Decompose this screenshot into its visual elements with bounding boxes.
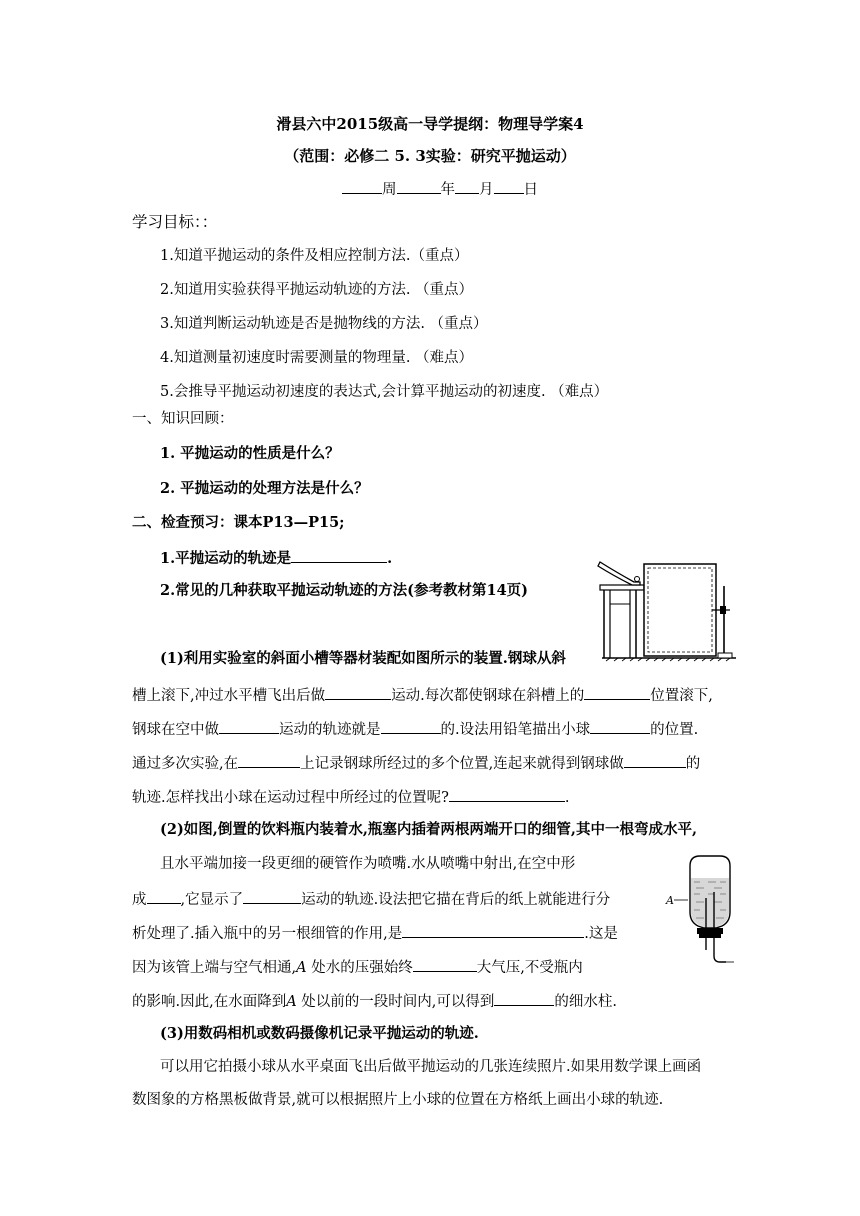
preview-heading: 二、检查预习：课本P13—P15; (132, 514, 345, 531)
method-2-line-1: (2)如图,倒置的饮料瓶内装着水,瓶塞内插着两根两端开口的细管,其中一根弯成水平, (160, 821, 697, 838)
answer-blank (413, 956, 477, 972)
goal-item: 3.知道判断运动轨迹是否是抛物线的方法. （重点） (160, 316, 488, 332)
answer-blank (325, 684, 391, 700)
method-2-line-3: 成 ,它显示了 运动的轨迹.设法把它描在背后的纸上就能进行分 (132, 888, 610, 910)
method-1-line-5: 轨迹.怎样找出小球在运动过程中所经过的位置呢? . (132, 786, 570, 808)
goal-item: 2.知道用实验获得平抛运动轨迹的方法. （重点） (160, 282, 474, 298)
method-1-line-4: 通过多次实验,在 上记录钢球所经过的多个位置,连起来就得到钢球做 的 (132, 752, 700, 774)
method-2-line-2: 且水平端加接一段更细的硬管作为喷嘴.水从喷嘴中射出,在空中形 (160, 856, 576, 872)
page-subtitle: （范围：必修二 5. 3实验：研究平抛运动） (284, 147, 576, 165)
method-2-line-6: 的影响.因此,在水面降到A 处以前的一段时间内,可以得到 的细水柱. (132, 990, 617, 1012)
answer-blank (381, 718, 441, 734)
answer-blank (219, 718, 279, 734)
trajectory-blank (291, 547, 387, 563)
point-a-label: A (666, 894, 674, 907)
method-3-line-1: 可以用它拍摄小球从水平桌面飞出后做平抛运动的几张连续照片.如果用数学课上画函 (160, 1059, 702, 1075)
inverted-bottle-figure (664, 852, 740, 970)
method-2-line-5: 因为该管上端与空气相通,A 处水的压强始终 大气压,不受瓶内 (132, 956, 583, 978)
answer-blank (238, 752, 300, 768)
review-heading: 一、知识回顾： (132, 411, 234, 427)
answer-blank (402, 922, 584, 938)
month-blank (455, 178, 479, 194)
method-1-line-1: (1)利用实验室的斜面小槽等器材装配如图所示的装置.钢球从斜 (160, 650, 566, 667)
method-1-line-2: 槽上滚下,冲过水平槽飞出后做 运动.每次都使钢球在斜槽上的 位置滚下, (132, 684, 713, 706)
date-line: 周 年 月 日 (342, 178, 538, 200)
goals-heading: 学习目标：： (132, 213, 218, 231)
preview-item-1: 1.平抛运动的轨迹是 . (160, 547, 392, 569)
answer-blank (590, 718, 650, 734)
answer-blank (147, 888, 181, 904)
goal-item: 1.知道平抛运动的条件及相应控制方法.（重点） (160, 248, 469, 264)
method-3-line-2: 数图象的方格黑板做背景,就可以根据照片上小球的位置在方格纸上画出小球的轨迹. (132, 1092, 664, 1108)
method-1-line-3: 钢球在空中做 运动的轨迹就是 的.设法用铅笔描出小球 的位置. (132, 718, 698, 740)
answer-blank (449, 786, 565, 802)
review-question-1: 1. 平抛运动的性质是什么？ (160, 445, 340, 462)
preview-item-2: 2.常见的几种获取平抛运动轨迹的方法(参考教材第14页) (160, 582, 529, 599)
answer-blank (494, 990, 554, 1006)
answer-blank (584, 684, 650, 700)
review-question-2: 2. 平抛运动的处理方法是什么？ (160, 480, 369, 497)
week-blank (342, 178, 382, 194)
answer-blank (624, 752, 686, 768)
method-2-line-4: 析处理了.插入瓶中的另一根细管的作用,是 .这是 (132, 922, 618, 944)
method-3-heading: (3)用数码相机或数码摄像机记录平抛运动的轨迹. (160, 1025, 479, 1042)
goal-item: 4.知道测量初速度时需要测量的物理量. （难点） (160, 350, 474, 366)
page-title: 滑县六中2015级高一导学提纲：物理导学案4 (276, 115, 584, 133)
year-blank (397, 178, 441, 194)
goal-item: 5.会推导平抛运动初速度的表达式,会计算平抛运动的初速度. （难点） (160, 384, 609, 400)
answer-blank (243, 888, 301, 904)
day-blank (494, 178, 524, 194)
incline-apparatus-figure (596, 552, 740, 662)
